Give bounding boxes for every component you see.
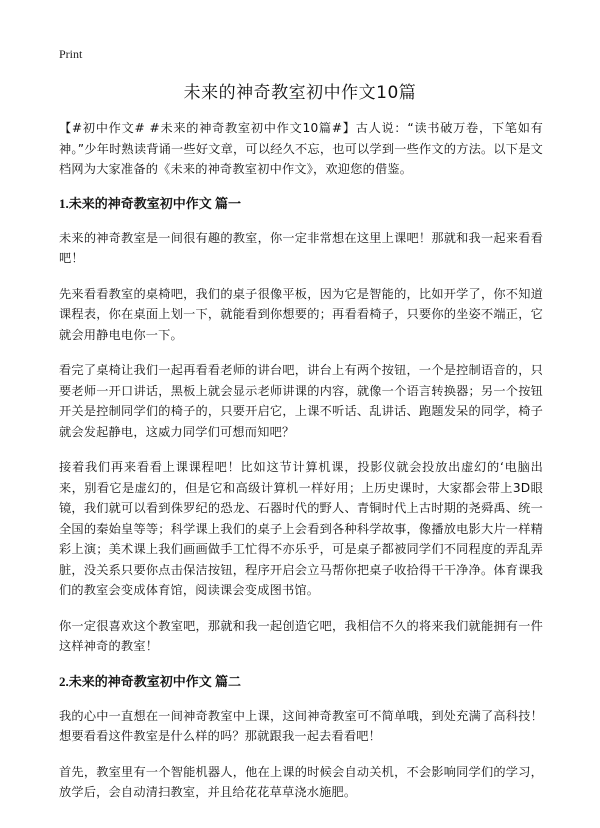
paragraph: 看完了桌椅让我们一起再看看老师的讲台吧，讲台上有两个按钮，一个是控制语音的，只要老师一开口讲话，黑板上就会显示老师讲课的内容，就像一个语言转换器；另一个按钮开关是控制同学们的椅子的，只要开启它，上课不听话、乱讲话、跑题发呆的同学，椅子就会发起静电，这威力同学们可想而知吧？ [59,363,543,439]
paragraph: 接着我们再来看看上课课程吧！比如这节计算机课，投影仪就会投放出虚幻的‘电脑出来，别看它是虚幻的，但是它和高级计算机一样好用；上历史课时，大家都会带上3D眼镜，我们就可以看到侏罗纪的恐龙、石器时代的野人、青铜时代上古时期的尧舜禹、统一全国的秦始皇等等；科学课上我们的桌子上会看到各种科学故事，像播放电影大片一样精彩上演；美术课上我们画画做手工忙得不亦乐乎，可是桌子都被同学们不同程度的弄乱弄脏，没关系只要你点击保洁按钮，程序开启会立马帮你把桌子收拾得干干净净。体育课我们的教室会变成体育馆，阅读课会变成图书馆。 [59,460,543,597]
print-link[interactable]: Print [59,47,83,61]
section-heading: 2.未来的神奇教室初中作文 篇二 [59,673,242,689]
paragraph: 你一定很喜欢这个教室吧，那就和我一起创造它吧，我相信不久的将来我们就能拥有一件这样神奇的教室！ [59,618,543,653]
paragraph: 未来的神奇教室是一间很有趣的教室，你一定非常想在这里上课吧！那就和我一起来看看吧！ [59,230,543,265]
intro-paragraph: 【#初中作文# #未来的神奇教室初中作文10篇#】古人说：“读书破万卷，下笔如有神。”少年时熟读背诵一些好文章，可以经久不忘，也可以学到一些作文的方法。以下是文档网为大家准备的《未来的神奇教室初中作文》，欢迎您的借鉴。 [59,121,543,176]
paragraph: 我的心中一直想在一间神奇教室中上课，这间神奇教室可不简单哦，到处充满了高科技！想要看看这件教室是什么样的吗？那就跟我一起去看看吧！ [59,708,543,743]
section-heading: 1.未来的神奇教室初中作文 篇一 [59,195,242,211]
paragraph: 先来看看教室的桌椅吧，我们的桌子很像平板，因为它是智能的，比如开学了，你不知道课程表，你在桌面上划一下，就能看到你想要的；再看看椅子，只要你的坐姿不端正，它就会用静电电你一下。 [59,286,543,342]
page-title: 未来的神奇教室初中作文10篇 [183,83,417,103]
paragraph: 首先，教室里有一个智能机器人，他在上课的时候会自动关机，不会影响同学们的学习，放学后，会自动清扫教室，并且给花花草草浇水施肥。 [59,764,543,799]
article-body [59,118,543,818]
